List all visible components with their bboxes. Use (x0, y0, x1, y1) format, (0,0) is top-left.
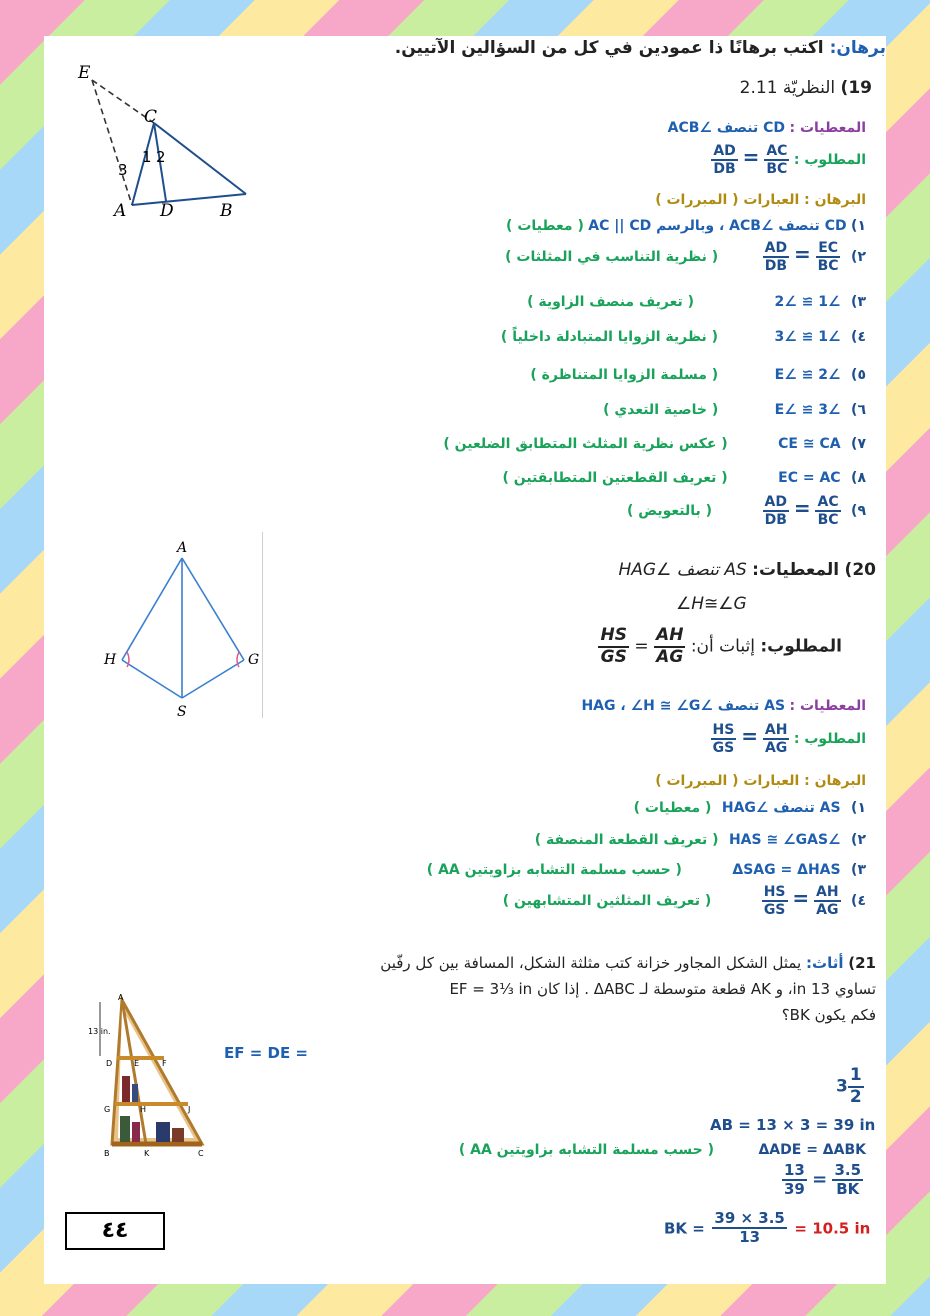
frac-den: AG (816, 902, 839, 919)
frac-den: AG (764, 740, 788, 757)
step-reason: ( نظرية الزوايا المتبادلة داخلياً ) (500, 329, 719, 345)
step-statement: ΔSAG = ΔHAS (732, 862, 841, 878)
q19-angle-1: 1 (142, 148, 152, 166)
step-number: ١) (851, 800, 866, 816)
step-statement: EC = AC (778, 470, 841, 486)
q19-label-d: D (160, 201, 174, 221)
step-number: ٣) (851, 294, 866, 310)
q20-step-2 (506, 832, 866, 848)
step-statement: ∠2 ≅ ∠E (774, 367, 841, 383)
q21-label-e: E (134, 1059, 140, 1068)
q21-book (156, 1122, 170, 1142)
q21-dim-label: 13 in. (88, 1027, 111, 1036)
q19-step-2 (496, 240, 866, 286)
q19-required-label: المطلوب : (793, 152, 866, 169)
q20-ans-required (706, 722, 866, 768)
step-statement: ∠1 ≅ ∠3 (774, 329, 841, 345)
q21-label-k: K (144, 1149, 150, 1158)
frac-num: 1 (848, 1066, 864, 1088)
q21-book (132, 1122, 140, 1142)
q20-given-text2: ∠H≅∠G (676, 594, 747, 614)
equals-sign: = (742, 145, 760, 170)
q21-text2: تساوي 13 in، و AK قطعة متوسطة لـ ΔABC . إذا كان EF = 3⅓ in (449, 980, 876, 998)
q19-title: النظريّة 2.11 (739, 78, 836, 98)
frac-den: DB (713, 161, 736, 178)
q21-text1: يمثل الشكل المجاور خزانة كتب مثلثة الشكل، المسافة بين كل رفّين (380, 954, 802, 972)
frac-den: BC (817, 512, 839, 529)
step-statement: CE ≅ CA (778, 436, 841, 452)
equals-sign: = (792, 886, 810, 911)
q20-given-row (600, 560, 876, 580)
q21-ans-sim-reason: ( حسب مسلمة التشابه بزاويتين AA ) (458, 1142, 715, 1158)
step-number: ٧) (851, 436, 866, 452)
q21-book (172, 1128, 184, 1142)
step-number: ٣) (851, 862, 866, 878)
q21-book (120, 1116, 130, 1142)
step-statement: AS تنصف ∠HAG (721, 800, 841, 816)
frac-num: AD (763, 240, 789, 258)
frac-num: AC (815, 494, 840, 512)
q20-required-eq (598, 626, 685, 667)
step-statement (763, 494, 841, 528)
q20-required-label: المطلوب: (760, 636, 842, 657)
header-instruction: اكتب برهانًا ذا عمودين في كل من السؤالين الآتيين. (394, 38, 824, 58)
q20-given-text: AS تنصف ∠HAG (618, 560, 747, 580)
q19-angle-2: 2 (156, 148, 166, 166)
q21-statement (300, 950, 876, 1028)
q21-label-d: D (106, 1059, 113, 1068)
step-reason: ( نظرية التناسب في المثلثات ) (505, 249, 719, 266)
step-reason: ( معطيات ) (633, 800, 712, 816)
q20-ans-required-eq (711, 722, 790, 756)
q19-number: 19) (840, 78, 872, 98)
step-statement: ∠HAS ≅ ∠GAS (728, 832, 841, 848)
frac-num: HS (598, 626, 628, 648)
step-number: ٢) (851, 249, 866, 266)
frac-num: EC (816, 240, 840, 258)
equals-sign: = (794, 242, 811, 267)
q20-given-label: المعطيات: (752, 560, 840, 580)
frac-den: AG (656, 646, 684, 667)
q20-required-row (600, 625, 842, 672)
q19-triangle-figure (70, 60, 260, 225)
q21-label: أثاث: (806, 954, 844, 972)
step-number: ٨) (851, 470, 866, 486)
q19-step-3 (520, 294, 866, 310)
q19-step-8 (456, 470, 866, 486)
q20-ans-given-label: المعطيات : (789, 698, 866, 714)
q21-bookcase-figure (84, 994, 210, 1166)
q19-step-1 (440, 218, 866, 234)
q21-ans-bk-result: = 10.5 in (794, 1219, 871, 1238)
q21-ans-ratio (782, 1162, 863, 1199)
q20-proof-label: البرهان : العبارات ( المبررات ) (655, 773, 866, 789)
q19-label-a: A (114, 201, 127, 221)
frac-num: AH (763, 722, 790, 740)
step-number: ١) (851, 218, 866, 234)
q19-step-9 (594, 494, 866, 540)
page-number-box (65, 1212, 165, 1250)
q19-step-5 (506, 367, 866, 383)
frac-den: GS (712, 740, 735, 757)
frac-num: HS (711, 722, 737, 740)
frac-num: HS (762, 884, 788, 902)
step-reason: ( معطيات ) (506, 218, 584, 234)
mixed-whole: 3 (836, 1076, 848, 1097)
q21-book (132, 1084, 138, 1102)
step-number: ٩) (851, 503, 866, 520)
header (394, 38, 886, 72)
q19-given-label: المعطيات : (789, 120, 866, 136)
q21-ans-ab: AB = 13 × 3 = 39 in (710, 1116, 876, 1134)
q20-step-4 (496, 884, 866, 930)
q20-label-s: S (177, 704, 187, 720)
frac-den: DB (764, 258, 788, 275)
frac-den: 13 (739, 1228, 761, 1247)
q21-label-f: F (162, 1059, 167, 1068)
step-reason: ( تعريف منصف الزاوية ) (527, 294, 695, 310)
q19-step-4 (486, 329, 866, 345)
header-label: برهان: (829, 38, 886, 58)
q21-label-h: H (140, 1105, 147, 1114)
q20-required-text: إثبات أن: (690, 636, 755, 657)
frac-den: BC (817, 258, 839, 275)
step-reason: ( حسب مسلمة التشابه بزاويتين AA ) (426, 862, 682, 878)
q21-ans-sim-row (458, 1142, 866, 1158)
q20-step-1 (570, 800, 866, 816)
page-number: ٤٤ (101, 1218, 129, 1243)
q20-edge-ah (122, 558, 182, 660)
step-reason: ( بالتعويض ) (626, 503, 713, 520)
equals-sign: = (812, 1168, 828, 1190)
frac-den: GS (600, 646, 627, 667)
step-reason: ( عكس نظرية المثلث المتطابق الضلعين ) (443, 436, 728, 452)
q19-edge-cb (154, 123, 246, 194)
q21-book (122, 1076, 130, 1102)
q21-ans-mixed (836, 1066, 864, 1107)
q20-label-h: H (104, 652, 117, 668)
q20-edge-gs (182, 660, 244, 698)
equals-sign: = (793, 496, 811, 521)
frac-den: 2 (849, 1086, 862, 1107)
step-reason: ( تعريف القطعة المنصفة ) (534, 832, 719, 848)
q19-proof-label: البرهان : العبارات ( المبررات ) (655, 192, 866, 208)
q19-step-6 (566, 402, 866, 418)
step-reason: ( خاصية التعدي ) (603, 402, 719, 418)
q19-label-e: E (78, 63, 91, 83)
frac-num: AH (654, 626, 685, 648)
q19-angle-3: 3 (118, 161, 128, 179)
frac-num: AD (763, 494, 789, 512)
frac-num: AC (764, 143, 789, 161)
q19-given-text: CD تنصف ∠ACB (667, 120, 786, 136)
q19-edge-ea (92, 80, 132, 205)
q19-required (700, 143, 866, 189)
q20-ans-given-text: AS تنصف ∠HAG ، ∠H ≅ ∠G (581, 698, 786, 714)
frac-den: 39 (784, 1180, 805, 1199)
q20-label-a: A (177, 540, 188, 556)
q20-label-g: G (248, 652, 260, 668)
frac-num: 13 (782, 1162, 807, 1181)
q19-given (620, 120, 866, 136)
step-number: ٤) (851, 329, 866, 345)
step-statement: CD تنصف ∠ACB ، وبالرسم AC || CD (588, 218, 847, 234)
step-number: ٥) (851, 367, 866, 383)
frac-num: AD (711, 143, 737, 161)
step-statement (763, 240, 841, 274)
q20-kite-figure (96, 538, 266, 738)
q21-ans-sim: ΔADE = ΔABK (758, 1142, 866, 1158)
step-reason: ( تعريف القطعتين المتطابقتين ) (502, 470, 728, 486)
q20-number: 20) (844, 560, 876, 580)
q21-label-g: G (104, 1105, 111, 1114)
q21-label-a: A (118, 994, 124, 1002)
q21-ans-ef: EF = DE = (224, 1044, 308, 1062)
q20-step-3 (410, 862, 866, 878)
step-number: ٢) (851, 832, 866, 848)
q20-edge-ag (182, 558, 244, 660)
step-statement: ∠1 ≅ ∠2 (774, 294, 841, 310)
q20-ans-given (560, 698, 866, 714)
q20-angle-mark-g (237, 652, 239, 667)
q21-ans-bk (664, 1210, 870, 1247)
step-reason: ( تعريف المثلثين المتشابهين ) (502, 893, 712, 910)
q21-label-c: C (198, 1149, 204, 1158)
step-number: ٤) (851, 893, 866, 910)
q21-ans-bk-label: BK = (664, 1219, 705, 1238)
step-statement (762, 884, 841, 918)
q21-label-b: B (104, 1149, 110, 1158)
q20-edge-hs (122, 660, 182, 698)
q20-ans-required-label: المطلوب : (793, 731, 866, 748)
equals-sign: = (634, 636, 649, 657)
q19-title-row (640, 78, 872, 98)
frac-den: BK (836, 1180, 860, 1199)
step-number: ٦) (851, 402, 866, 418)
frac-num: 3.5 (832, 1162, 863, 1181)
frac-den: DB (764, 512, 787, 529)
q21-number: 21) (848, 954, 876, 972)
step-statement: ∠3 ≅ ∠E (774, 402, 841, 418)
equals-sign: = (741, 724, 758, 749)
q20-angle-mark-h (127, 652, 129, 667)
q19-label-c: C (144, 107, 158, 127)
q21-label-j: J (188, 1105, 191, 1114)
q19-label-b: B (220, 201, 233, 221)
q19-required-eq (711, 143, 789, 177)
frac-num: AH (814, 884, 841, 902)
frac-num: 39 × 3.5 (712, 1210, 786, 1229)
q21-text3: فكم يكون BK؟ (781, 1006, 876, 1024)
frac-den: GS (763, 902, 786, 919)
q19-step-7 (420, 436, 866, 452)
step-reason: ( مسلمة الزوايا المتناظرة ) (530, 367, 719, 383)
frac-den: BC (766, 161, 788, 178)
